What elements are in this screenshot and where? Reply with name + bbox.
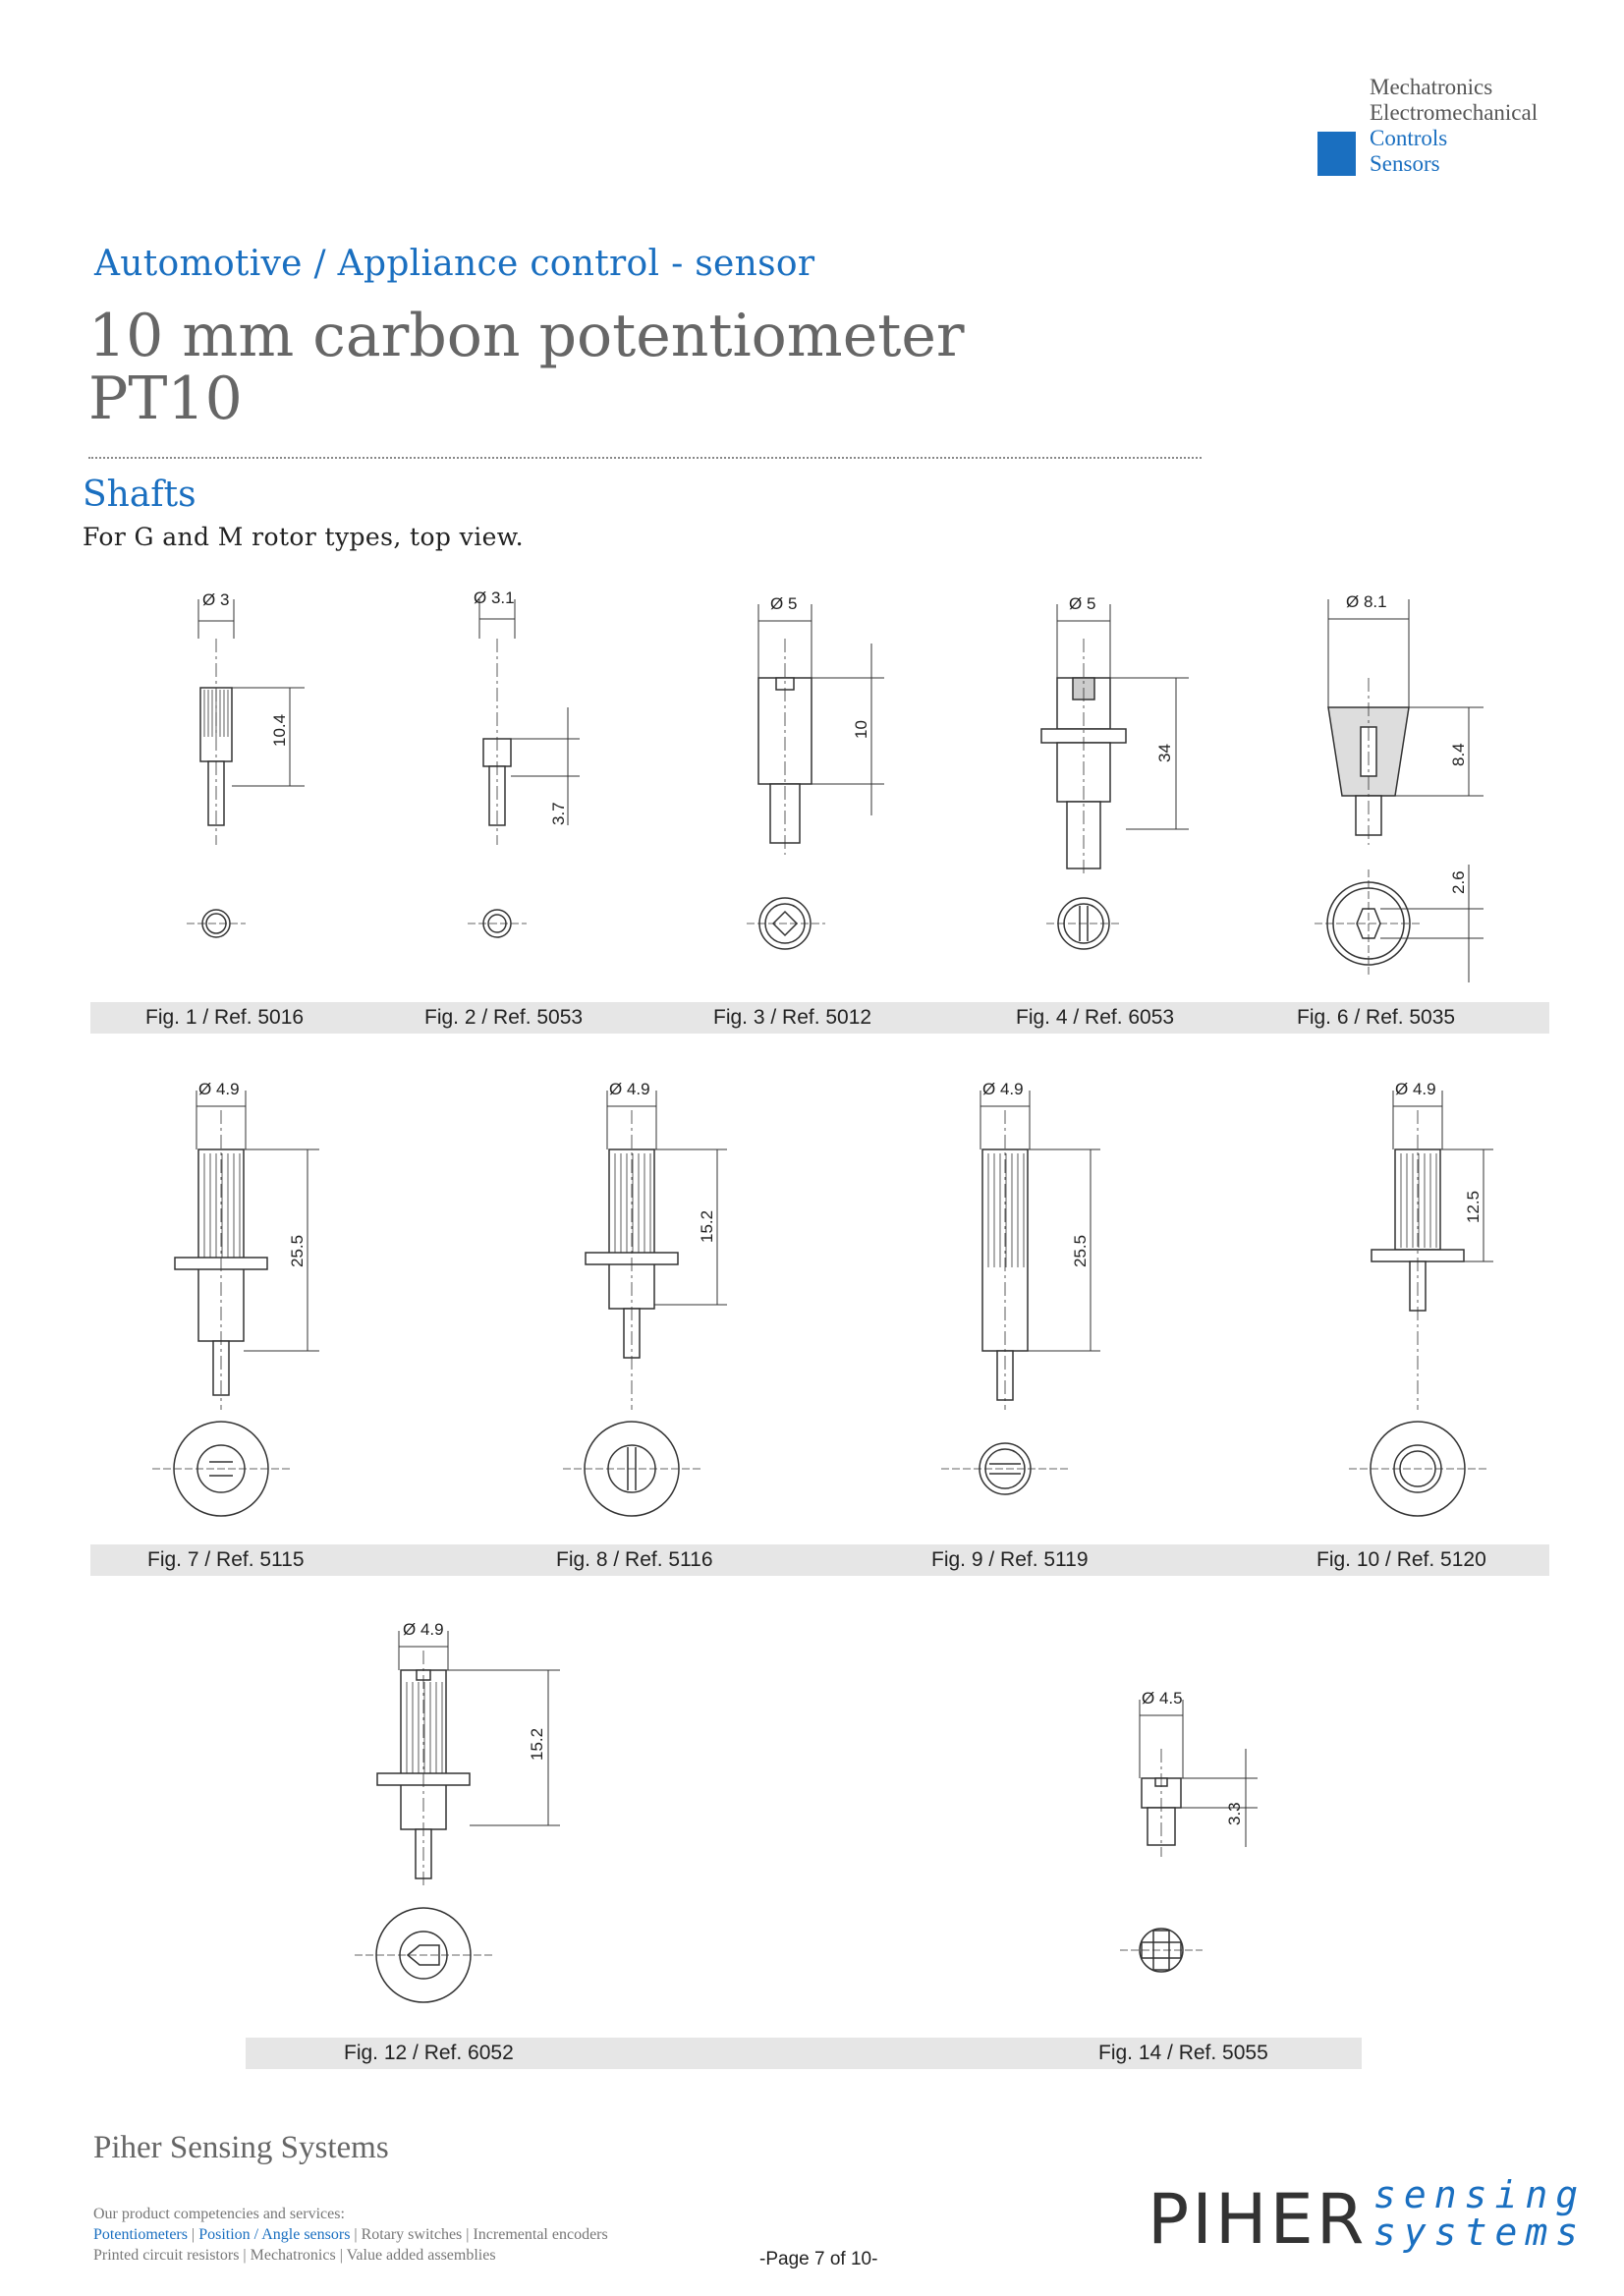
footer-link-position-sensors[interactable]: Position / Angle sensors xyxy=(198,2226,351,2243)
shaft-drawings-row1 xyxy=(88,580,1552,992)
shaft-drawings-row2 xyxy=(88,1071,1552,1533)
footer-company-name: Piher Sensing Systems xyxy=(93,2130,389,2165)
fig4-diameter-label: Ø 5 xyxy=(1069,594,1096,613)
fig9-dim-label: 25.5 xyxy=(1071,1234,1090,1267)
fig2-caption: Fig. 2 / Ref. 5053 xyxy=(424,1006,584,1029)
fig14-dim-label: 3.3 xyxy=(1225,1802,1244,1825)
fig6-diameter-label: Ø 8.1 xyxy=(1346,592,1387,611)
fig10-caption: Fig. 10 / Ref. 5120 xyxy=(1316,1548,1486,1571)
fig8-drawing xyxy=(563,1091,727,1516)
shafts-subtitle: For G and M rotor types, top view. xyxy=(83,523,524,551)
fig2-diameter-label: Ø 3.1 xyxy=(474,588,515,607)
fig10-diameter-label: Ø 4.9 xyxy=(1395,1080,1436,1098)
fig1-dim-label: 10.4 xyxy=(270,713,289,747)
fig1-diameter-label: Ø 3 xyxy=(202,590,230,609)
dotted-divider xyxy=(88,457,1202,459)
fig1-caption: Fig. 1 / Ref. 5016 xyxy=(145,1006,305,1029)
section-title: Automotive / Appliance control - sensor xyxy=(94,244,815,284)
fig9-caption: Fig. 9 / Ref. 5119 xyxy=(931,1548,1089,1571)
fig1-drawing xyxy=(187,599,305,937)
fig3-caption: Fig. 3 / Ref. 5012 xyxy=(713,1006,872,1029)
fig6-dim2-label: 2.6 xyxy=(1449,870,1468,894)
footer-separator: | xyxy=(187,2226,199,2243)
fig9-drawing xyxy=(941,1091,1100,1494)
fig6-drawing xyxy=(1315,599,1484,982)
fig4-drawing xyxy=(1041,604,1189,949)
fig14-drawing xyxy=(1120,1700,1258,1972)
footer-link-potentiometers[interactable]: Potentiometers xyxy=(93,2226,188,2243)
fig2-dim-label: 3.7 xyxy=(549,802,568,825)
fig14-caption: Fig. 14 / Ref. 5055 xyxy=(1098,2042,1268,2064)
category-sensors: Sensors xyxy=(1370,151,1440,176)
fig4-caption: Fig. 4 / Ref. 6053 xyxy=(1016,1006,1175,1029)
fig9-diameter-label: Ø 4.9 xyxy=(982,1080,1024,1098)
fig3-diameter-label: Ø 5 xyxy=(770,594,798,613)
category-marker-square xyxy=(1317,132,1356,176)
footer-competencies-line2: Printed circuit resistors | Mechatronics | Value added assemblies xyxy=(93,2247,496,2264)
fig3-drawing xyxy=(747,604,884,949)
fig7-diameter-label: Ø 4.9 xyxy=(198,1080,240,1098)
shaft-drawings-row3 xyxy=(246,1611,1326,2024)
fig10-drawing xyxy=(1349,1091,1493,1516)
category-menu xyxy=(1370,75,1538,177)
fig12-caption: Fig. 12 / Ref. 6052 xyxy=(344,2042,514,2064)
fig10-dim-label: 12.5 xyxy=(1464,1190,1483,1223)
fig12-drawing xyxy=(355,1631,560,2002)
fig3-dim-label: 10 xyxy=(852,720,870,739)
fig2-drawing xyxy=(468,599,580,937)
fig7-dim-label: 25.5 xyxy=(288,1234,307,1267)
page-title xyxy=(88,302,965,433)
fig7-caption: Fig. 7 / Ref. 5115 xyxy=(147,1548,305,1571)
fig8-dim-label: 15.2 xyxy=(698,1209,716,1243)
fig12-diameter-label: Ø 4.9 xyxy=(403,1620,444,1639)
fig8-caption: Fig. 8 / Ref. 5116 xyxy=(556,1548,713,1571)
fig4-dim-label: 34 xyxy=(1155,744,1174,762)
footer-line1-rest: | Rotary switches | Incremental encoders xyxy=(350,2226,608,2243)
fig8-diameter-label: Ø 4.9 xyxy=(609,1080,650,1098)
logo-systems-text: systems xyxy=(1373,2211,1587,2254)
fig6-dim-label: 8.4 xyxy=(1449,743,1468,766)
footer-competencies-label: Our product competencies and services: xyxy=(93,2206,345,2222)
fig12-dim-label: 15.2 xyxy=(528,1727,546,1761)
title-line-1: 10 mm carbon potentiometer xyxy=(88,302,965,370)
logo-sensing-text: sensing xyxy=(1373,2173,1587,2216)
fig7-drawing xyxy=(152,1091,319,1516)
category-controls: Controls xyxy=(1370,126,1448,150)
page-number: -Page 7 of 10- xyxy=(759,2249,878,2269)
shafts-heading: Shafts xyxy=(83,475,196,515)
title-line-2: PT10 xyxy=(88,364,243,433)
fig14-diameter-label: Ø 4.5 xyxy=(1142,1689,1183,1708)
category-electromechanical: Electromechanical xyxy=(1370,100,1539,125)
category-mechatronics: Mechatronics xyxy=(1370,75,1493,99)
fig6-caption: Fig. 6 / Ref. 5035 xyxy=(1297,1006,1456,1029)
footer-competencies-line1 xyxy=(93,2226,608,2244)
piher-logo-text: PIHER xyxy=(1148,2179,1368,2260)
